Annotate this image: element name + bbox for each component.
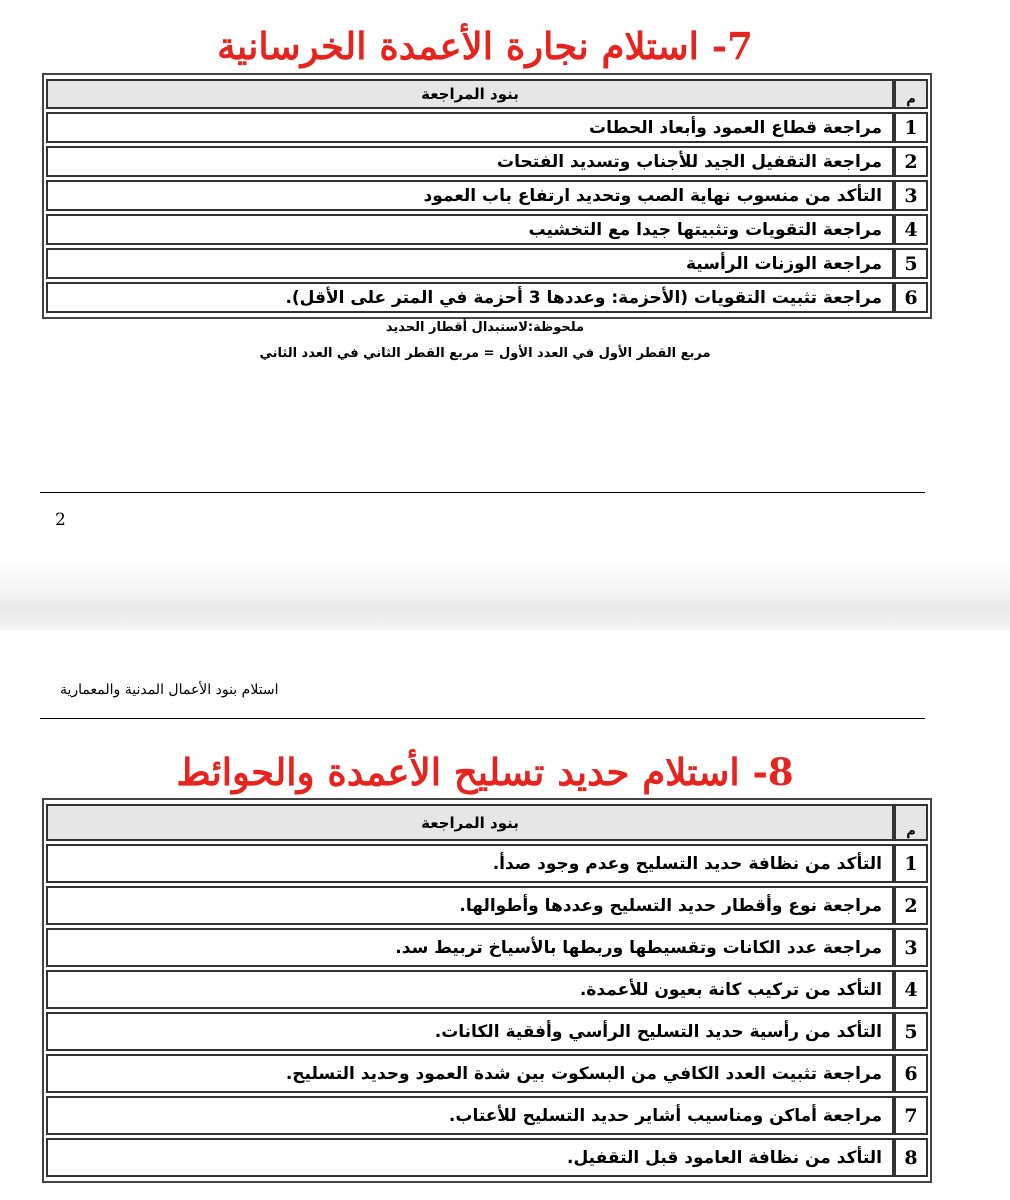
page-header-text: استلام بنود الأعمال المدنية والمعمارية <box>60 682 279 698</box>
row-number: 3 <box>894 928 928 967</box>
row-number: 4 <box>894 214 928 245</box>
section-8-title: 8- استلام حديد تسليح الأعمدة والحوائط <box>176 750 794 794</box>
row-text: مراجعة نوع وأقطار حديد التسليح وعددها وأطوالها. <box>46 886 894 925</box>
row-text: مراجعة تثبيت العدد الكافي من البسكوت بين شدة العمود وحديد التسليح. <box>46 1054 894 1093</box>
row-number: 6 <box>894 1054 928 1093</box>
row-text: التأكد من رأسية حديد التسليح الرأسي وأفقية الكانات. <box>46 1012 894 1051</box>
table-header-row <box>46 79 928 109</box>
row-text: التأكد من نظافة العامود قبل التقفيل. <box>46 1138 894 1177</box>
table-row <box>46 282 928 313</box>
row-text: التأكد من منسوب نهاية الصب وتحديد ارتفاع باب العمود <box>46 180 894 211</box>
table-row <box>46 970 928 1009</box>
footer-divider <box>40 492 925 493</box>
column-header-number: م <box>894 79 928 109</box>
table-row <box>46 886 928 925</box>
table-row <box>46 180 928 211</box>
row-number: 2 <box>894 146 928 177</box>
row-number: 8 <box>894 1138 928 1177</box>
row-number: 1 <box>894 844 928 883</box>
page-gap <box>0 560 1010 630</box>
table-row <box>46 112 928 143</box>
document-page-2 <box>0 630 1010 1200</box>
row-number: 6 <box>894 282 928 313</box>
note-line-1: ملحوظة:لاستبدال أقطار الحديد <box>385 320 585 335</box>
column-header-number: م <box>894 804 928 841</box>
table-row <box>46 928 928 967</box>
page-number: 2 <box>55 510 66 530</box>
row-text: مراجعة التقفيل الجيد للأجناب وتسديد الفتحات <box>46 146 894 177</box>
table-row <box>46 1096 928 1135</box>
table-header-row <box>46 804 928 841</box>
table-row <box>46 248 928 279</box>
section-7-title: 7- استلام نجارة الأعمدة الخرسانية <box>217 24 753 68</box>
document-page-1 <box>0 0 1010 590</box>
row-number: 2 <box>894 886 928 925</box>
table-row <box>46 146 928 177</box>
table-row <box>46 844 928 883</box>
section-7-checklist-table <box>42 73 932 319</box>
row-number: 4 <box>894 970 928 1009</box>
row-text: مراجعة الوزنات الرأسية <box>46 248 894 279</box>
row-text: التأكد من تركيب كانة بعيون للأعمدة. <box>46 970 894 1009</box>
table-row <box>46 1138 928 1177</box>
row-text: مراجعة التقويات وتثبيتها جيدا مع التخشيب <box>46 214 894 245</box>
section-8-checklist-table <box>42 798 932 1183</box>
note-line-2: مربع القطر الأول في العدد الأول = مربع القطر الثاني في العدد الثاني <box>259 346 711 361</box>
table-row <box>46 1054 928 1093</box>
row-number: 1 <box>894 112 928 143</box>
row-number: 5 <box>894 1012 928 1051</box>
header-divider <box>40 718 925 719</box>
row-text: مراجعة عدد الكانات وتقسيطها وربطها بالأسياخ تربيط سد. <box>46 928 894 967</box>
table-row <box>46 1012 928 1051</box>
row-text: مراجعة تثبيت التقويات (الأحزمة: وعددها 3 أحزمة في المتر على الأقل). <box>46 282 894 313</box>
column-header-items: بنود المراجعة <box>46 804 894 841</box>
row-text: مراجعة أماكن ومناسيب أشاير حديد التسليح للأعتاب. <box>46 1096 894 1135</box>
row-number: 7 <box>894 1096 928 1135</box>
row-number: 3 <box>894 180 928 211</box>
table-row <box>46 214 928 245</box>
row-number: 5 <box>894 248 928 279</box>
row-text: التأكد من نظافة حديد التسليح وعدم وجود صدأ. <box>46 844 894 883</box>
column-header-items: بنود المراجعة <box>46 79 894 109</box>
row-text: مراجعة قطاع العمود وأبعاد الحطات <box>46 112 894 143</box>
